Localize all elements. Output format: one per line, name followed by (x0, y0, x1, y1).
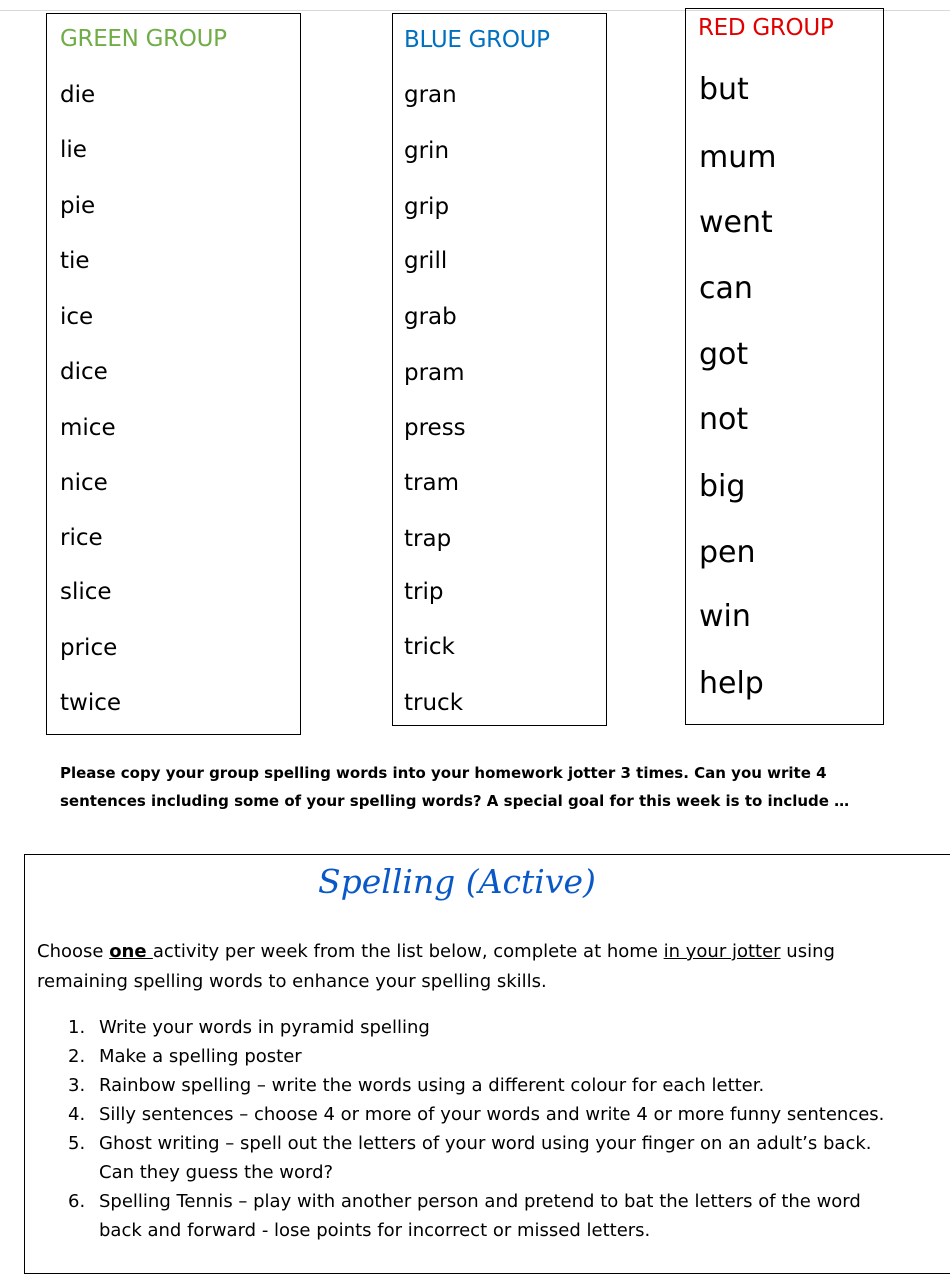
activity-text: Rainbow spelling – write the words using a different colour for each letter. (99, 1075, 765, 1096)
homework-instructions (60, 759, 930, 815)
activity-number: 4. (68, 1104, 86, 1125)
green-word-10: slice (60, 579, 112, 605)
intro-underlined-jotter: in your jotter (663, 941, 781, 962)
activity-text: Spelling Tennis – play with another person and pretend to bat the letters of the word (99, 1191, 861, 1212)
activity-intro-line-1 (37, 937, 835, 967)
blue-word-list (393, 14, 606, 725)
blue-word-1: gran (404, 82, 457, 108)
activity-intro-line-2: remaining spelling words to enhance your spelling skills. (37, 971, 547, 992)
instructions-line-1: Please copy your group spelling words into your homework jotter 3 times. Can you write 4 (60, 764, 827, 782)
red-word-10: help (699, 666, 764, 701)
green-word-4: tie (60, 248, 90, 274)
red-word-8: pen (699, 535, 756, 570)
blue-group-title: BLUE GROUP (404, 27, 550, 53)
blue-word-11: trick (404, 634, 455, 660)
green-word-12: twice (60, 690, 122, 716)
blue-word-5: grab (404, 304, 457, 330)
green-word-5: ice (60, 304, 94, 330)
green-word-1: die (60, 82, 96, 108)
activity-text: Can they guess the word? (99, 1162, 334, 1183)
green-word-list (47, 14, 300, 734)
activity-text: back and forward - lose points for incorrect or missed letters. (99, 1220, 651, 1241)
blue-group-box (392, 13, 607, 726)
activity-number: 2. (68, 1046, 86, 1067)
activity-text: Silly sentences – choose 4 or more of your words and write 4 or more funny sentences. (99, 1104, 885, 1125)
red-word-6: not (699, 402, 749, 437)
green-word-9: rice (60, 525, 103, 551)
blue-word-12: truck (404, 690, 464, 716)
blue-word-8: tram (404, 470, 459, 496)
instructions-line-2: sentences including some of your spelling words? A special goal for this week is to include … (60, 792, 850, 810)
activity-intro (37, 937, 835, 997)
red-word-1: but (699, 72, 749, 107)
intro-text-end: using (780, 941, 835, 962)
green-word-8: nice (60, 470, 108, 496)
green-group-title: GREEN GROUP (60, 26, 227, 52)
activity-text: Ghost writing – spell out the letters of your word using your finger on an adult’s back. (99, 1133, 872, 1154)
red-word-3: went (699, 205, 773, 240)
blue-word-2: grin (404, 138, 450, 164)
activity-text: Make a spelling poster (99, 1046, 302, 1067)
activity-text: Write your words in pyramid spelling (99, 1017, 430, 1038)
activity-number: 5. (68, 1133, 86, 1154)
green-word-2: lie (60, 137, 87, 163)
blue-word-6: pram (404, 360, 465, 386)
red-word-4: can (699, 271, 753, 306)
green-word-6: dice (60, 359, 108, 385)
red-word-2: mum (699, 140, 777, 175)
red-group-title: RED GROUP (698, 15, 834, 41)
green-word-11: price (60, 635, 118, 661)
green-group-box (46, 13, 301, 735)
blue-word-9: trap (404, 526, 452, 552)
intro-text-middle: activity per week from the list below, complete at home (152, 941, 664, 962)
red-word-9: win (699, 599, 751, 634)
intro-text-start: Choose (37, 941, 110, 962)
green-word-7: mice (60, 415, 116, 441)
blue-word-7: press (404, 415, 466, 441)
activity-number: 3. (68, 1075, 86, 1096)
spelling-active-title: Spelling (Active) (318, 862, 596, 901)
activity-number: 1. (68, 1017, 86, 1038)
red-word-list (686, 9, 883, 724)
blue-word-4: grill (404, 248, 448, 274)
red-group-box (685, 8, 884, 725)
blue-word-3: grip (404, 194, 450, 220)
activity-number: 6. (68, 1191, 86, 1212)
red-word-7: big (699, 469, 746, 504)
green-word-3: pie (60, 193, 96, 219)
intro-bold-one: one (109, 941, 153, 962)
blue-word-10: trip (404, 579, 444, 605)
red-word-5: got (699, 337, 749, 372)
